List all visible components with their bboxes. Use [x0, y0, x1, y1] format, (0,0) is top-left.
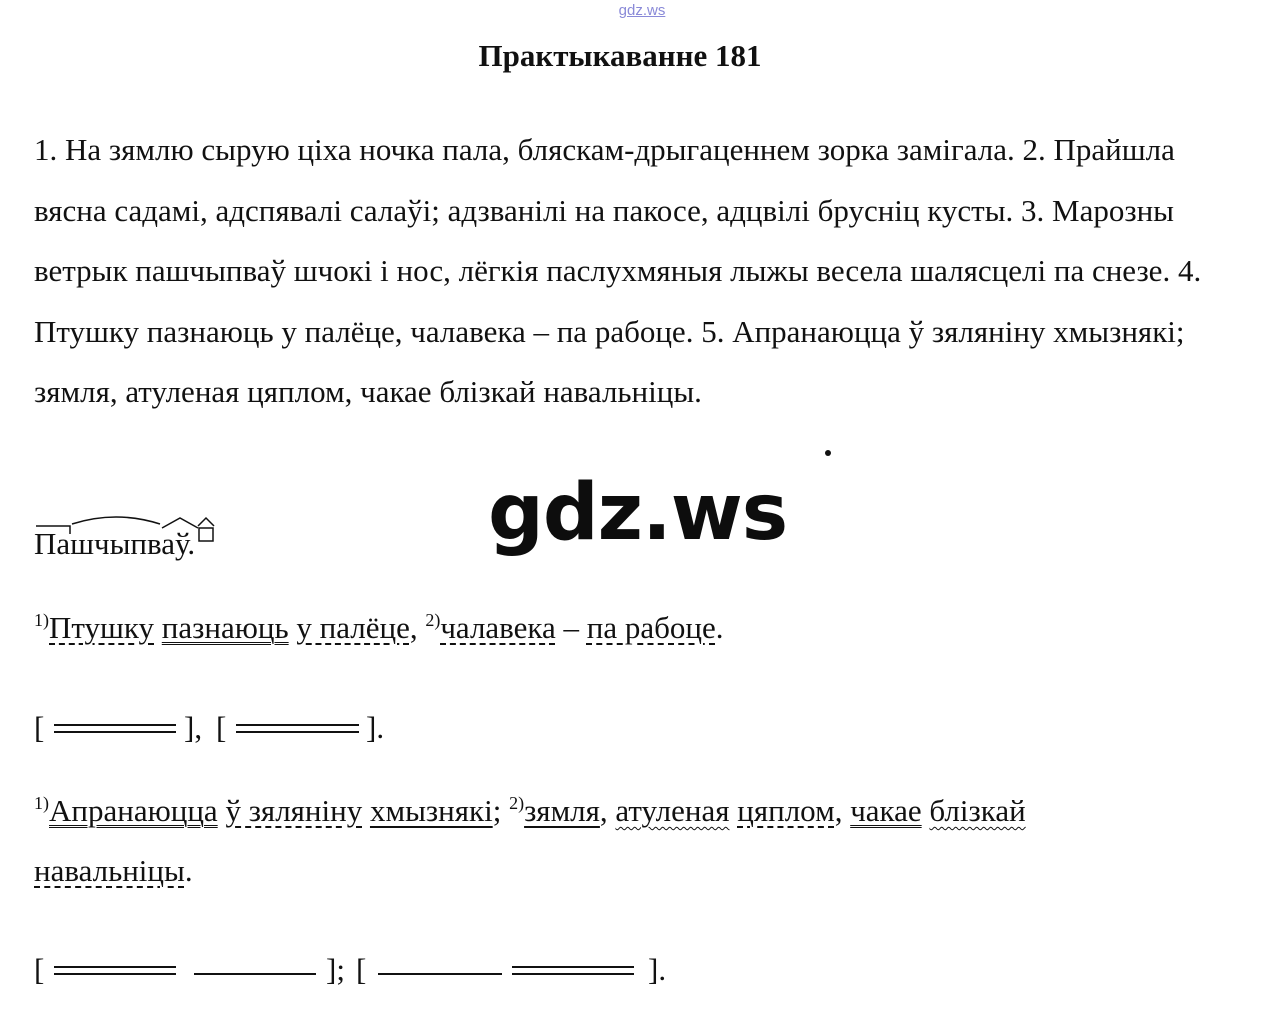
ending-mark — [199, 528, 213, 541]
sentence-1 — [34, 610, 723, 646]
scheme-2 — [34, 942, 694, 992]
subject-word: хмызнякі — [369, 793, 493, 828]
watermark-logo: gdz.ws — [488, 468, 788, 558]
bracket-close: ]. — [366, 710, 385, 745]
dot-mark — [825, 450, 831, 456]
bracket-open: [ — [34, 710, 45, 745]
sentence-2-line-1 — [34, 793, 1026, 829]
adverbial-word: па рабоце — [586, 610, 716, 645]
punctuation: , — [599, 793, 608, 828]
bracket-open: [ — [356, 952, 367, 987]
suffix-mark-2 — [198, 518, 214, 526]
punctuation: , — [409, 610, 418, 645]
page-title: Практыкаванне 181 — [478, 38, 762, 73]
attribute-word: блізкай — [929, 793, 1026, 828]
bracket-open: [ — [216, 710, 227, 745]
predicate-word: пазнаюць — [161, 610, 289, 645]
object-word: Птушку — [49, 610, 155, 645]
suffix-mark — [162, 518, 198, 528]
prefix-mark — [36, 526, 70, 534]
scheme-1 — [34, 700, 414, 750]
adverbial-word: цяплом — [737, 793, 835, 828]
dash: – — [563, 610, 579, 645]
bracket-close: ]. — [648, 952, 667, 987]
clause-number: 2) — [509, 793, 525, 813]
predicate-word: чакае — [850, 793, 922, 828]
clause-number: 2) — [425, 610, 441, 630]
bracket-close: ], — [184, 710, 203, 745]
bracket-open: [ — [34, 952, 45, 987]
bracket-close: ]; — [326, 952, 345, 987]
punctuation: , — [834, 793, 843, 828]
object-word: навальніцы — [34, 853, 185, 888]
attribute-word: атуленая — [615, 793, 730, 828]
root-mark — [72, 517, 160, 524]
clause-number: 1) — [34, 610, 49, 630]
adverbial-word: у палёце — [296, 610, 410, 645]
subject-word: зямля — [524, 793, 600, 828]
object-word: чалавека — [440, 610, 556, 645]
morpheme-marks — [34, 512, 234, 552]
clause-number: 1) — [34, 793, 49, 813]
word-morpheme-parse: Пашчыпваў. — [34, 526, 196, 561]
punctuation: . — [184, 853, 193, 888]
watermark-top: gdz.ws — [618, 2, 666, 19]
punctuation: . — [715, 610, 724, 645]
exercise-text: 1. На зямлю сырую ціха ночка пала, бляскам-дрыгаценнем зорка замігала. 2. Прайшла вясна садамі, адспявалі салаўі; адзванілі на пакосе, адцвілі брусніц кусты. 3. Марозны ветрык пашчыпваў шчокі і нос, лёгкія паслухмяныя лыжы весела шалясцелі па снезе. 4. Птушку пазнаюць у палёце, чалавека – па рабоце. 5. Апранаюцца ў зяляніну хмызнякі; зямля, атуленая цяплом, чакае блізкай навальніцы. — [34, 132, 1202, 409]
predicate-word: Апранаюцца — [49, 793, 218, 828]
sentence-2-line-2 — [34, 853, 193, 889]
adverbial-word: ў зяляніну — [225, 793, 363, 828]
punctuation: ; — [492, 793, 502, 828]
